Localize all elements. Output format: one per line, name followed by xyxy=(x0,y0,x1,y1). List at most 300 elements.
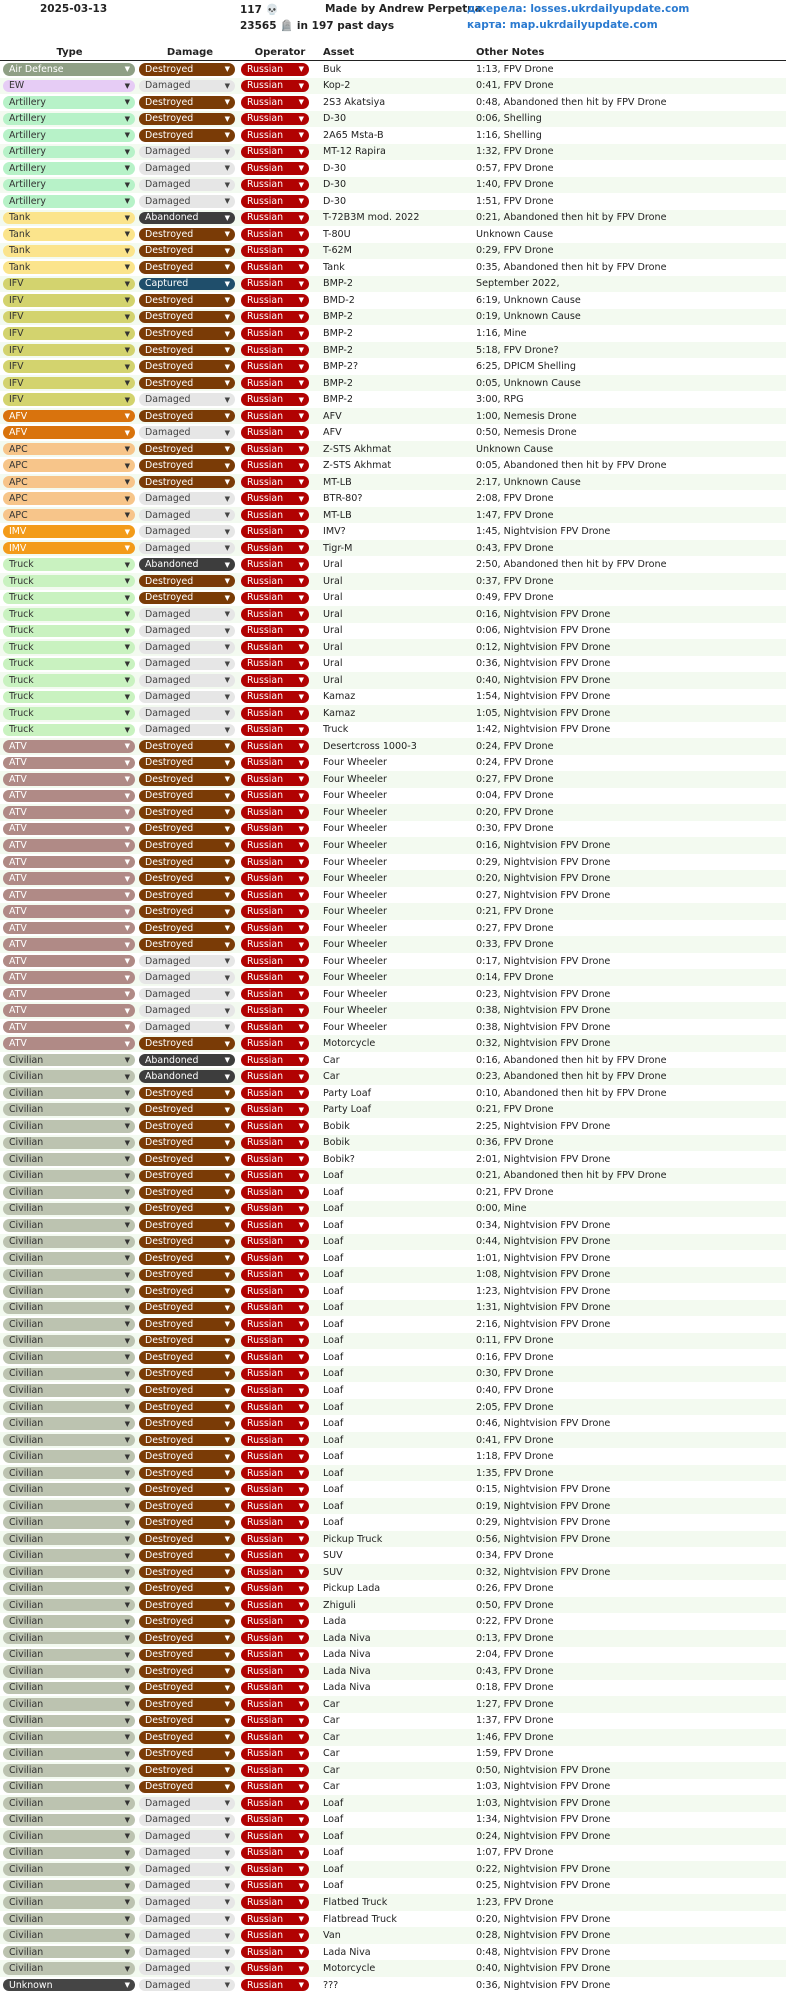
damage-dropdown[interactable] xyxy=(139,1302,235,1315)
damage-dropdown[interactable] xyxy=(139,1896,235,1909)
type-dropdown[interactable] xyxy=(3,509,135,522)
operator-dropdown[interactable] xyxy=(241,1632,309,1645)
operator-dropdown[interactable] xyxy=(241,839,309,852)
damage-dropdown[interactable] xyxy=(139,1698,235,1711)
operator-dropdown[interactable] xyxy=(241,1500,309,1513)
operator-dropdown[interactable] xyxy=(241,1682,309,1695)
type-dropdown[interactable] xyxy=(3,740,135,753)
type-dropdown[interactable] xyxy=(3,1285,135,1298)
operator-dropdown[interactable] xyxy=(241,955,309,968)
operator-dropdown[interactable] xyxy=(241,377,309,390)
operator-dropdown[interactable] xyxy=(241,1566,309,1579)
type-dropdown[interactable] xyxy=(3,1037,135,1050)
operator-dropdown[interactable] xyxy=(241,1219,309,1232)
operator-dropdown[interactable] xyxy=(241,922,309,935)
type-dropdown[interactable] xyxy=(3,195,135,208)
type-dropdown[interactable] xyxy=(3,327,135,340)
operator-dropdown[interactable] xyxy=(241,625,309,638)
type-dropdown[interactable] xyxy=(3,542,135,555)
damage-dropdown[interactable] xyxy=(139,1103,235,1116)
operator-dropdown[interactable] xyxy=(241,476,309,489)
type-dropdown[interactable] xyxy=(3,691,135,704)
damage-dropdown[interactable] xyxy=(139,1500,235,1513)
type-dropdown[interactable] xyxy=(3,641,135,654)
operator-dropdown[interactable] xyxy=(241,1236,309,1249)
operator-dropdown[interactable] xyxy=(241,1450,309,1463)
damage-dropdown[interactable] xyxy=(139,360,235,373)
type-dropdown[interactable] xyxy=(3,988,135,1001)
type-dropdown[interactable] xyxy=(3,1913,135,1926)
type-dropdown[interactable] xyxy=(3,212,135,225)
type-dropdown[interactable] xyxy=(3,1896,135,1909)
damage-dropdown[interactable] xyxy=(139,1516,235,1529)
damage-dropdown[interactable] xyxy=(139,724,235,737)
operator-dropdown[interactable] xyxy=(241,1170,309,1183)
damage-dropdown[interactable] xyxy=(139,113,235,126)
operator-dropdown[interactable] xyxy=(241,113,309,126)
damage-dropdown[interactable] xyxy=(139,1880,235,1893)
type-dropdown[interactable] xyxy=(3,1748,135,1761)
damage-dropdown[interactable] xyxy=(139,1467,235,1480)
operator-dropdown[interactable] xyxy=(241,1384,309,1397)
damage-dropdown[interactable] xyxy=(139,592,235,605)
damage-dropdown[interactable] xyxy=(139,988,235,1001)
type-dropdown[interactable] xyxy=(3,179,135,192)
operator-dropdown[interactable] xyxy=(241,806,309,819)
damage-dropdown[interactable] xyxy=(139,327,235,340)
damage-dropdown[interactable] xyxy=(139,525,235,538)
damage-dropdown[interactable] xyxy=(139,1219,235,1232)
damage-dropdown[interactable] xyxy=(139,1384,235,1397)
operator-dropdown[interactable] xyxy=(241,393,309,406)
damage-dropdown[interactable] xyxy=(139,1203,235,1216)
operator-dropdown[interactable] xyxy=(241,938,309,951)
type-dropdown[interactable] xyxy=(3,113,135,126)
type-dropdown[interactable] xyxy=(3,1582,135,1595)
damage-dropdown[interactable] xyxy=(139,856,235,869)
operator-dropdown[interactable] xyxy=(241,294,309,307)
operator-dropdown[interactable] xyxy=(241,261,309,274)
damage-dropdown[interactable] xyxy=(139,658,235,671)
type-dropdown[interactable] xyxy=(3,1764,135,1777)
operator-dropdown[interactable] xyxy=(241,575,309,588)
damage-dropdown[interactable] xyxy=(139,1962,235,1975)
damage-dropdown[interactable] xyxy=(139,1649,235,1662)
operator-dropdown[interactable] xyxy=(241,971,309,984)
type-dropdown[interactable] xyxy=(3,955,135,968)
operator-dropdown[interactable] xyxy=(241,1830,309,1843)
type-dropdown[interactable] xyxy=(3,1814,135,1827)
operator-dropdown[interactable] xyxy=(241,146,309,159)
operator-dropdown[interactable] xyxy=(241,592,309,605)
damage-dropdown[interactable] xyxy=(139,1847,235,1860)
operator-dropdown[interactable] xyxy=(241,1087,309,1100)
type-dropdown[interactable] xyxy=(3,839,135,852)
type-dropdown[interactable] xyxy=(3,1649,135,1662)
damage-dropdown[interactable] xyxy=(139,1186,235,1199)
operator-dropdown[interactable] xyxy=(241,245,309,258)
type-dropdown[interactable] xyxy=(3,592,135,605)
operator-dropdown[interactable] xyxy=(241,1764,309,1777)
operator-dropdown[interactable] xyxy=(241,1665,309,1678)
damage-dropdown[interactable] xyxy=(139,1252,235,1265)
damage-dropdown[interactable] xyxy=(139,1004,235,1017)
damage-dropdown[interactable] xyxy=(139,1566,235,1579)
operator-dropdown[interactable] xyxy=(241,1004,309,1017)
operator-dropdown[interactable] xyxy=(241,823,309,836)
damage-dropdown[interactable] xyxy=(139,558,235,571)
type-dropdown[interactable] xyxy=(3,856,135,869)
type-dropdown[interactable] xyxy=(3,1599,135,1612)
operator-dropdown[interactable] xyxy=(241,426,309,439)
operator-dropdown[interactable] xyxy=(241,1814,309,1827)
damage-dropdown[interactable] xyxy=(139,1582,235,1595)
type-dropdown[interactable] xyxy=(3,1698,135,1711)
operator-dropdown[interactable] xyxy=(241,1351,309,1364)
map-link[interactable]: карта: map.ukrdailyupdate.com xyxy=(467,19,658,31)
damage-dropdown[interactable] xyxy=(139,1814,235,1827)
type-dropdown[interactable] xyxy=(3,1203,135,1216)
type-dropdown[interactable] xyxy=(3,360,135,373)
operator-dropdown[interactable] xyxy=(241,1615,309,1628)
operator-dropdown[interactable] xyxy=(241,1252,309,1265)
damage-dropdown[interactable] xyxy=(139,1731,235,1744)
operator-dropdown[interactable] xyxy=(241,872,309,885)
damage-dropdown[interactable] xyxy=(139,790,235,803)
type-dropdown[interactable] xyxy=(3,162,135,175)
damage-dropdown[interactable] xyxy=(139,1236,235,1249)
type-dropdown[interactable] xyxy=(3,1004,135,1017)
operator-dropdown[interactable] xyxy=(241,1318,309,1331)
damage-dropdown[interactable] xyxy=(139,195,235,208)
damage-dropdown[interactable] xyxy=(139,823,235,836)
type-dropdown[interactable] xyxy=(3,1351,135,1364)
damage-dropdown[interactable] xyxy=(139,757,235,770)
damage-dropdown[interactable] xyxy=(139,393,235,406)
damage-dropdown[interactable] xyxy=(139,1533,235,1546)
damage-dropdown[interactable] xyxy=(139,146,235,159)
operator-dropdown[interactable] xyxy=(241,1533,309,1546)
operator-dropdown[interactable] xyxy=(241,1913,309,1926)
operator-dropdown[interactable] xyxy=(241,1781,309,1794)
operator-dropdown[interactable] xyxy=(241,1335,309,1348)
damage-dropdown[interactable] xyxy=(139,96,235,109)
damage-dropdown[interactable] xyxy=(139,1285,235,1298)
operator-dropdown[interactable] xyxy=(241,278,309,291)
type-dropdown[interactable] xyxy=(3,1384,135,1397)
operator-dropdown[interactable] xyxy=(241,1417,309,1430)
operator-dropdown[interactable] xyxy=(241,1021,309,1034)
type-dropdown[interactable] xyxy=(3,823,135,836)
operator-dropdown[interactable] xyxy=(241,1401,309,1414)
operator-dropdown[interactable] xyxy=(241,1269,309,1282)
type-dropdown[interactable] xyxy=(3,922,135,935)
operator-dropdown[interactable] xyxy=(241,1070,309,1083)
damage-dropdown[interactable] xyxy=(139,1037,235,1050)
damage-dropdown[interactable] xyxy=(139,1863,235,1876)
operator-dropdown[interactable] xyxy=(241,1929,309,1942)
type-dropdown[interactable] xyxy=(3,1219,135,1232)
type-dropdown[interactable] xyxy=(3,575,135,588)
type-dropdown[interactable] xyxy=(3,1054,135,1067)
operator-dropdown[interactable] xyxy=(241,80,309,93)
operator-dropdown[interactable] xyxy=(241,1863,309,1876)
damage-dropdown[interactable] xyxy=(139,1087,235,1100)
operator-dropdown[interactable] xyxy=(241,658,309,671)
damage-dropdown[interactable] xyxy=(139,509,235,522)
type-dropdown[interactable] xyxy=(3,443,135,456)
operator-dropdown[interactable] xyxy=(241,558,309,571)
damage-dropdown[interactable] xyxy=(139,1682,235,1695)
damage-dropdown[interactable] xyxy=(139,740,235,753)
type-dropdown[interactable] xyxy=(3,228,135,241)
operator-dropdown[interactable] xyxy=(241,1103,309,1116)
type-dropdown[interactable] xyxy=(3,1797,135,1810)
damage-dropdown[interactable] xyxy=(139,179,235,192)
damage-dropdown[interactable] xyxy=(139,410,235,423)
damage-dropdown[interactable] xyxy=(139,905,235,918)
operator-dropdown[interactable] xyxy=(241,1153,309,1166)
type-dropdown[interactable] xyxy=(3,872,135,885)
type-dropdown[interactable] xyxy=(3,344,135,357)
type-dropdown[interactable] xyxy=(3,525,135,538)
type-dropdown[interactable] xyxy=(3,1450,135,1463)
operator-dropdown[interactable] xyxy=(241,740,309,753)
damage-dropdown[interactable] xyxy=(139,1929,235,1942)
type-dropdown[interactable] xyxy=(3,1863,135,1876)
damage-dropdown[interactable] xyxy=(139,641,235,654)
type-dropdown[interactable] xyxy=(3,96,135,109)
damage-dropdown[interactable] xyxy=(139,872,235,885)
type-dropdown[interactable] xyxy=(3,806,135,819)
type-dropdown[interactable] xyxy=(3,773,135,786)
operator-dropdown[interactable] xyxy=(241,1285,309,1298)
operator-dropdown[interactable] xyxy=(241,1896,309,1909)
damage-dropdown[interactable] xyxy=(139,1632,235,1645)
type-dropdown[interactable] xyxy=(3,707,135,720)
operator-dropdown[interactable] xyxy=(241,1582,309,1595)
damage-dropdown[interactable] xyxy=(139,1269,235,1282)
operator-dropdown[interactable] xyxy=(241,542,309,555)
type-dropdown[interactable] xyxy=(3,1467,135,1480)
type-dropdown[interactable] xyxy=(3,1615,135,1628)
damage-dropdown[interactable] xyxy=(139,575,235,588)
type-dropdown[interactable] xyxy=(3,1483,135,1496)
operator-dropdown[interactable] xyxy=(241,988,309,1001)
operator-dropdown[interactable] xyxy=(241,1483,309,1496)
damage-dropdown[interactable] xyxy=(139,63,235,76)
operator-dropdown[interactable] xyxy=(241,1880,309,1893)
damage-dropdown[interactable] xyxy=(139,476,235,489)
damage-dropdown[interactable] xyxy=(139,1797,235,1810)
operator-dropdown[interactable] xyxy=(241,179,309,192)
type-dropdown[interactable] xyxy=(3,294,135,307)
type-dropdown[interactable] xyxy=(3,1731,135,1744)
damage-dropdown[interactable] xyxy=(139,1781,235,1794)
operator-dropdown[interactable] xyxy=(241,641,309,654)
type-dropdown[interactable] xyxy=(3,1533,135,1546)
operator-dropdown[interactable] xyxy=(241,1434,309,1447)
damage-dropdown[interactable] xyxy=(139,1054,235,1067)
damage-dropdown[interactable] xyxy=(139,1913,235,1926)
damage-dropdown[interactable] xyxy=(139,1748,235,1761)
operator-dropdown[interactable] xyxy=(241,773,309,786)
type-dropdown[interactable] xyxy=(3,426,135,439)
damage-dropdown[interactable] xyxy=(139,608,235,621)
type-dropdown[interactable] xyxy=(3,278,135,291)
type-dropdown[interactable] xyxy=(3,459,135,472)
operator-dropdown[interactable] xyxy=(241,360,309,373)
damage-dropdown[interactable] xyxy=(139,1351,235,1364)
damage-dropdown[interactable] xyxy=(139,245,235,258)
operator-dropdown[interactable] xyxy=(241,1549,309,1562)
damage-dropdown[interactable] xyxy=(139,1137,235,1150)
damage-dropdown[interactable] xyxy=(139,938,235,951)
type-dropdown[interactable] xyxy=(3,757,135,770)
type-dropdown[interactable] xyxy=(3,492,135,505)
operator-dropdown[interactable] xyxy=(241,96,309,109)
damage-dropdown[interactable] xyxy=(139,1599,235,1612)
operator-dropdown[interactable] xyxy=(241,757,309,770)
type-dropdown[interactable] xyxy=(3,1632,135,1645)
operator-dropdown[interactable] xyxy=(241,1847,309,1860)
operator-dropdown[interactable] xyxy=(241,162,309,175)
operator-dropdown[interactable] xyxy=(241,1137,309,1150)
damage-dropdown[interactable] xyxy=(139,228,235,241)
type-dropdown[interactable] xyxy=(3,1236,135,1249)
damage-dropdown[interactable] xyxy=(139,1417,235,1430)
type-dropdown[interactable] xyxy=(3,1153,135,1166)
operator-dropdown[interactable] xyxy=(241,1302,309,1315)
type-dropdown[interactable] xyxy=(3,1302,135,1315)
damage-dropdown[interactable] xyxy=(139,1830,235,1843)
type-dropdown[interactable] xyxy=(3,1070,135,1083)
damage-dropdown[interactable] xyxy=(139,344,235,357)
type-dropdown[interactable] xyxy=(3,1252,135,1265)
type-dropdown[interactable] xyxy=(3,393,135,406)
damage-dropdown[interactable] xyxy=(139,1764,235,1777)
type-dropdown[interactable] xyxy=(3,1120,135,1133)
damage-dropdown[interactable] xyxy=(139,294,235,307)
operator-dropdown[interactable] xyxy=(241,889,309,902)
damage-dropdown[interactable] xyxy=(139,889,235,902)
operator-dropdown[interactable] xyxy=(241,608,309,621)
operator-dropdown[interactable] xyxy=(241,525,309,538)
type-dropdown[interactable] xyxy=(3,1566,135,1579)
operator-dropdown[interactable] xyxy=(241,228,309,241)
type-dropdown[interactable] xyxy=(3,971,135,984)
operator-dropdown[interactable] xyxy=(241,790,309,803)
operator-dropdown[interactable] xyxy=(241,129,309,142)
operator-dropdown[interactable] xyxy=(241,1120,309,1133)
damage-dropdown[interactable] xyxy=(139,443,235,456)
type-dropdown[interactable] xyxy=(3,938,135,951)
type-dropdown[interactable] xyxy=(3,1665,135,1678)
operator-dropdown[interactable] xyxy=(241,905,309,918)
type-dropdown[interactable] xyxy=(3,1880,135,1893)
type-dropdown[interactable] xyxy=(3,1269,135,1282)
damage-dropdown[interactable] xyxy=(139,773,235,786)
type-dropdown[interactable] xyxy=(3,1830,135,1843)
damage-dropdown[interactable] xyxy=(139,1021,235,1034)
operator-dropdown[interactable] xyxy=(241,63,309,76)
type-dropdown[interactable] xyxy=(3,1318,135,1331)
type-dropdown[interactable] xyxy=(3,146,135,159)
type-dropdown[interactable] xyxy=(3,245,135,258)
damage-dropdown[interactable] xyxy=(139,212,235,225)
type-dropdown[interactable] xyxy=(3,1715,135,1728)
damage-dropdown[interactable] xyxy=(139,1715,235,1728)
type-dropdown[interactable] xyxy=(3,1962,135,1975)
damage-dropdown[interactable] xyxy=(139,674,235,687)
operator-dropdown[interactable] xyxy=(241,1962,309,1975)
operator-dropdown[interactable] xyxy=(241,691,309,704)
type-dropdown[interactable] xyxy=(3,410,135,423)
damage-dropdown[interactable] xyxy=(139,278,235,291)
damage-dropdown[interactable] xyxy=(139,625,235,638)
operator-dropdown[interactable] xyxy=(241,1203,309,1216)
type-dropdown[interactable] xyxy=(3,377,135,390)
type-dropdown[interactable] xyxy=(3,1847,135,1860)
type-dropdown[interactable] xyxy=(3,1103,135,1116)
type-dropdown[interactable] xyxy=(3,905,135,918)
damage-dropdown[interactable] xyxy=(139,129,235,142)
type-dropdown[interactable] xyxy=(3,1417,135,1430)
damage-dropdown[interactable] xyxy=(139,261,235,274)
damage-dropdown[interactable] xyxy=(139,839,235,852)
damage-dropdown[interactable] xyxy=(139,1120,235,1133)
type-dropdown[interactable] xyxy=(3,1946,135,1959)
operator-dropdown[interactable] xyxy=(241,1698,309,1711)
operator-dropdown[interactable] xyxy=(241,1186,309,1199)
operator-dropdown[interactable] xyxy=(241,1715,309,1728)
type-dropdown[interactable] xyxy=(3,1401,135,1414)
damage-dropdown[interactable] xyxy=(139,1401,235,1414)
type-dropdown[interactable] xyxy=(3,1137,135,1150)
type-dropdown[interactable] xyxy=(3,1979,135,1992)
damage-dropdown[interactable] xyxy=(139,1318,235,1331)
type-dropdown[interactable] xyxy=(3,1170,135,1183)
damage-dropdown[interactable] xyxy=(139,426,235,439)
damage-dropdown[interactable] xyxy=(139,1549,235,1562)
type-dropdown[interactable] xyxy=(3,63,135,76)
damage-dropdown[interactable] xyxy=(139,162,235,175)
type-dropdown[interactable] xyxy=(3,1682,135,1695)
damage-dropdown[interactable] xyxy=(139,1170,235,1183)
operator-dropdown[interactable] xyxy=(241,1748,309,1761)
damage-dropdown[interactable] xyxy=(139,955,235,968)
type-dropdown[interactable] xyxy=(3,261,135,274)
type-dropdown[interactable] xyxy=(3,129,135,142)
damage-dropdown[interactable] xyxy=(139,542,235,555)
type-dropdown[interactable] xyxy=(3,1335,135,1348)
type-dropdown[interactable] xyxy=(3,1087,135,1100)
operator-dropdown[interactable] xyxy=(241,1649,309,1662)
operator-dropdown[interactable] xyxy=(241,212,309,225)
operator-dropdown[interactable] xyxy=(241,1054,309,1067)
operator-dropdown[interactable] xyxy=(241,1368,309,1381)
damage-dropdown[interactable] xyxy=(139,1434,235,1447)
type-dropdown[interactable] xyxy=(3,1929,135,1942)
damage-dropdown[interactable] xyxy=(139,1665,235,1678)
type-dropdown[interactable] xyxy=(3,1021,135,1034)
type-dropdown[interactable] xyxy=(3,558,135,571)
operator-dropdown[interactable] xyxy=(241,1467,309,1480)
damage-dropdown[interactable] xyxy=(139,1335,235,1348)
damage-dropdown[interactable] xyxy=(139,311,235,324)
operator-dropdown[interactable] xyxy=(241,509,309,522)
operator-dropdown[interactable] xyxy=(241,1946,309,1959)
